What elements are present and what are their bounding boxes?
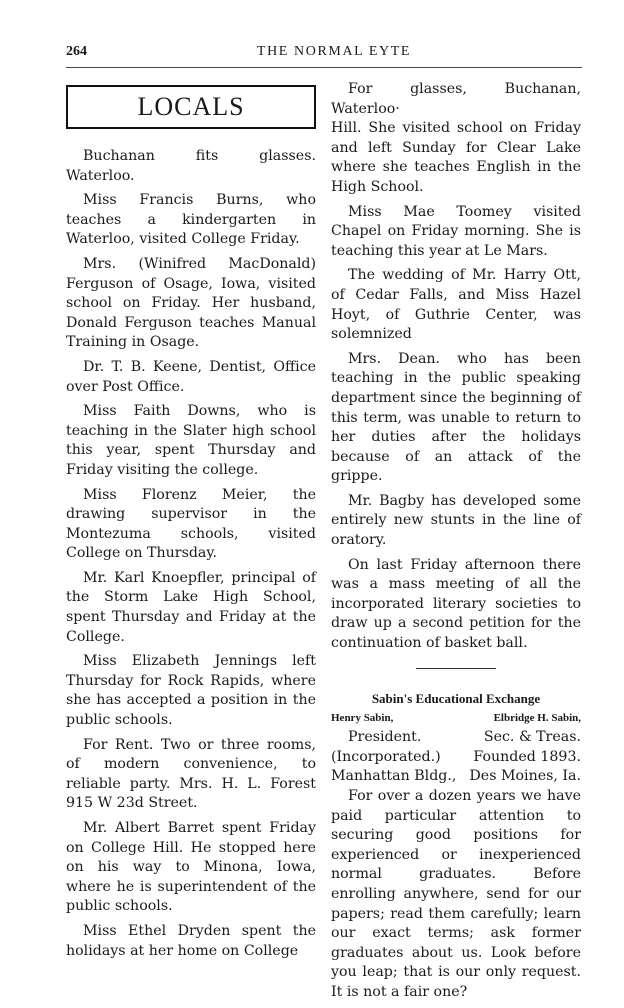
news-item: Miss Faith Downs, who is teaching in the Slater high school this year, spent Thursday and Friday visiting the college. [66, 403, 316, 478]
news-item: For glasses, Buchanan, Waterloo· [331, 81, 581, 117]
ad-address-left: Manhattan Bldg., [331, 768, 457, 785]
ad-roles [331, 728, 581, 748]
news-item: Dr. T. B. Keene, Dentist, Office over Post Office. [66, 358, 316, 395]
news-item: Miss Florenz Meier, the drawing supervisor in the Montezuma schools, visited College on Thursday. [66, 486, 316, 562]
ad-info-right: Founded 1893. [473, 748, 581, 765]
news-item: For Rent. Two or three rooms, of modern convenience, to reliable party. Mrs. H. L. Forest 915 W 23d Street. [66, 736, 316, 812]
advertisement [331, 689, 581, 1003]
locals-heading-box [66, 85, 316, 129]
news-item: Mr. Karl Knoepfler, principal of the Storm Lake High School, spent Thursday and Friday at the College. [66, 569, 316, 645]
ad-body: For over a dozen years we have paid particular attention to securing good positions for experienced or inexperienced normal graduates. Before enrolling anywhere, send for our papers; read them carefully; learn our exact terms; ask former graduates about us. Look before you leap; that is our only request. It is not a fair one? [331, 788, 581, 1000]
header-rule [66, 67, 582, 68]
ad-title: Sabin's Educational Exchange [371, 690, 541, 706]
news-item: Miss Mae Toomey visited Chapel on Friday morning. She is teaching this year at Le Mars. [331, 203, 581, 259]
section-title: LOCALS [137, 92, 245, 122]
section-divider [416, 668, 496, 669]
ad-address-right: Des Moines, Ia. [469, 768, 581, 785]
ad-info [331, 748, 581, 768]
ad-name-left: Henry Sabin, [331, 712, 394, 725]
news-item: Mr. Bagby has developed some entirely new stunts in the line of oratory. [331, 492, 581, 549]
left-column [66, 85, 316, 966]
ad-role-right: Sec. & Treas. [483, 729, 581, 746]
journal-title: THE NORMAL EYTE [256, 44, 412, 59]
news-item: On last Friday afternoon there was a mass meeting of all the incorporated literary societies to draw up a second petition for the continuation of basket ball. [331, 556, 581, 652]
news-item: Mrs. (Winifred MacDonald) Ferguson of Osage, Iowa, visited school on Friday. Her husband, Donald Ferguson teaches Manual Training in Osage. [66, 255, 316, 351]
news-item: Miss Elizabeth Jennings left Thursday for Rock Rapids, where she has accepted a position in the public schools. [66, 653, 316, 729]
news-item-continued: Hill. She visited school on Friday and left Sunday for Clear Lake where she teaches English in the High School. [331, 120, 581, 195]
ad-names [331, 710, 581, 726]
page-number: 264 [66, 44, 87, 59]
news-item: Miss Francis Burns, who teaches a kindergarten in Waterloo, visited College Friday. [66, 192, 316, 248]
ad-role-left: President. [348, 729, 422, 746]
news-item: Miss Ethel Dryden spent the holidays at her home on College [66, 922, 316, 959]
page-header [66, 40, 582, 64]
ad-name-right: Elbridge H. Sabin, [493, 712, 581, 725]
news-item: Buchanan fits glasses. Waterloo. [66, 148, 316, 184]
news-item: Mrs. Dean. who has been teaching in the public speaking department since the beginning of this term, was unable to return to her duties after the holidays because of an attack of the grippe. [331, 350, 581, 485]
ad-address [331, 767, 581, 787]
right-column [331, 80, 581, 1008]
ad-info-left: (Incorporated.) [331, 748, 441, 765]
news-item: Mr. Albert Barret spent Friday on College Hill. He stopped here on his way to Minona, Iowa, where he is superintendent of the public schools. [66, 820, 316, 915]
news-item: The wedding of Mr. Harry Ott, of Cedar Falls, and Miss Hazel Hoyt, of Guthrie Center, was solemnized [331, 267, 581, 343]
